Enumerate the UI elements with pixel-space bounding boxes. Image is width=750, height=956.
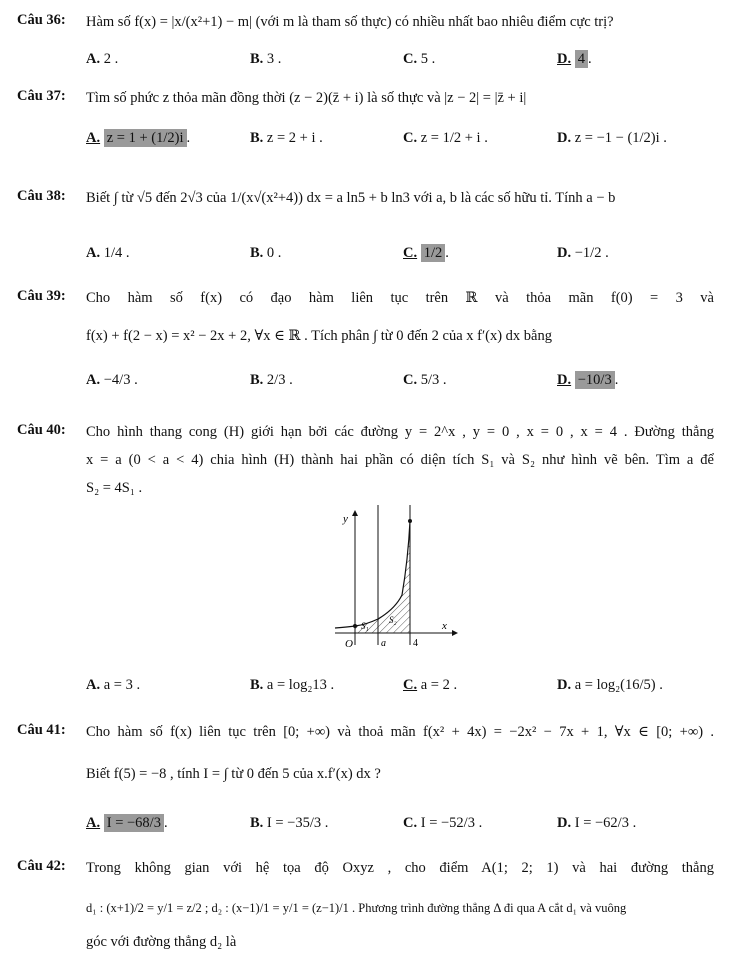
question-stem: Biết ∫ từ √5 đến 2√3 của 1/(x√(x²+4)) dx = a ln5 + b ln3 với a, b là các số hữu tỉ. Tính a − b (86, 190, 616, 206)
option-c[interactable]: C. I = −52/3 . (403, 815, 483, 831)
question-label: Câu 41: (17, 722, 66, 738)
answer-highlight: z = 1 + (1/2)i (104, 129, 187, 147)
s2-label: S₂ (389, 615, 397, 625)
option-d[interactable]: D. 4 . (557, 51, 592, 67)
option-c[interactable]: C. 5 . (403, 51, 436, 67)
question-stem: Trong không gian với hệ tọa độ Oxyz , cho điểm A(1; 2; 1) và hai đường thẳng (86, 860, 714, 876)
option-a[interactable]: A. a = 3 . (86, 677, 141, 693)
question-label: Câu 37: (17, 88, 66, 104)
question-label: Câu 39: (17, 288, 66, 304)
a-label: a (381, 638, 386, 649)
y-axis-label: y (343, 513, 348, 525)
answer-highlight: 1/2 (421, 244, 446, 262)
question-stem: Tìm số phức z thỏa mãn đồng thời (z − 2)(z̄ + i) là số thực và |z − 2| = |z̄ + i| (86, 90, 527, 106)
question-label: Câu 38: (17, 188, 66, 204)
intercept-point (353, 624, 357, 628)
question-stem: Cho hàm số f(x) có đạo hàm liên tục trên ℝ và thỏa mãn f(0) = 3 và (86, 290, 714, 306)
question-stem-line-2: x = a (0 < a < 4) chia hình (H) thành hai phần có diện tích S₁ và S₂ như hình vẽ bên. Tìm a để (86, 452, 714, 468)
option-d[interactable]: D. −1/2 . (557, 245, 609, 261)
area-figure (330, 505, 470, 655)
option-b[interactable]: B. 0 . (250, 245, 282, 261)
option-b[interactable]: B. I = −35/3 . (250, 815, 329, 831)
option-b[interactable]: B. a = log₂13 . (250, 677, 335, 693)
question-stem-line-3: góc với đường thẳng d₂ là (86, 934, 237, 950)
option-c[interactable]: C. a = 2 . (403, 677, 458, 693)
option-a[interactable]: A. −4/3 . (86, 372, 138, 388)
option-b[interactable]: B. 2/3 . (250, 372, 293, 388)
option-c[interactable]: C. 1/2 . (403, 245, 449, 261)
question-stem-line-3: S₂ = 4S₁ . (86, 480, 143, 496)
question-stem: Cho hàm số f(x) liên tục trên [0; +∞) và thoả mãn f(x² + 4x) = −2x² − 7x + 1, ∀x ∈ [0; +∞) . (86, 724, 714, 740)
option-c[interactable]: C. z = 1/2 + i . (403, 130, 488, 146)
option-a[interactable]: A. z = 1 + (1/2)i . (86, 130, 191, 146)
question-stem-line-2: f(x) + f(2 − x) = x² − 2x + 2, ∀x ∈ ℝ . Tích phân ∫ từ 0 đến 2 của x f′(x) dx bằng (86, 328, 552, 344)
option-a[interactable]: A. 1/4 . (86, 245, 130, 261)
question-label: Câu 42: (17, 858, 66, 874)
answer-highlight: 4 (575, 50, 588, 68)
question-stem: Cho hình thang cong (H) giới hạn bởi các đường y = 2^x , y = 0 , x = 0 , x = 4 . Đường thẳng (86, 424, 714, 440)
s1-label: S₁ (361, 621, 369, 631)
curve-end-point (408, 519, 412, 523)
question-stem: Hàm số f(x) = |x/(x²+1) − m| (với m là tham số thực) có nhiều nhất bao nhiêu điểm cực trị? (86, 14, 614, 30)
option-d[interactable]: D. a = log₂(16/5) . (557, 677, 663, 693)
question-stem-line-2: d₁ : (x+1)/2 = y/1 = z/2 ; d₂ : (x−1)/1 = y/1 = (z−1)/1 . Phương trình đường thẳng Δ đi qua A cắt d₁ và vuông (86, 901, 627, 915)
option-d[interactable]: D. I = −62/3 . (557, 815, 637, 831)
option-d[interactable]: D. z = −1 − (1/2)i . (557, 130, 667, 146)
option-b[interactable]: B. 3 . (250, 51, 282, 67)
option-a[interactable]: A. 2 . (86, 51, 119, 67)
option-c[interactable]: C. 5/3 . (403, 372, 447, 388)
answer-highlight: I = −68/3 (104, 814, 164, 832)
option-b[interactable]: B. z = 2 + i . (250, 130, 323, 146)
option-a[interactable]: A. I = −68/3 . (86, 815, 168, 831)
question-label: Câu 36: (17, 12, 66, 28)
origin-label: O (345, 638, 353, 650)
question-label: Câu 40: (17, 422, 66, 438)
option-d[interactable]: D. −10/3 . (557, 372, 619, 388)
question-stem-line-2: Biết f(5) = −8 , tính I = ∫ từ 0 đến 5 của x.f′(x) dx ? (86, 766, 381, 782)
answer-highlight: −10/3 (575, 371, 615, 389)
four-label: 4 (413, 638, 418, 649)
x-axis-label: x (442, 620, 447, 632)
